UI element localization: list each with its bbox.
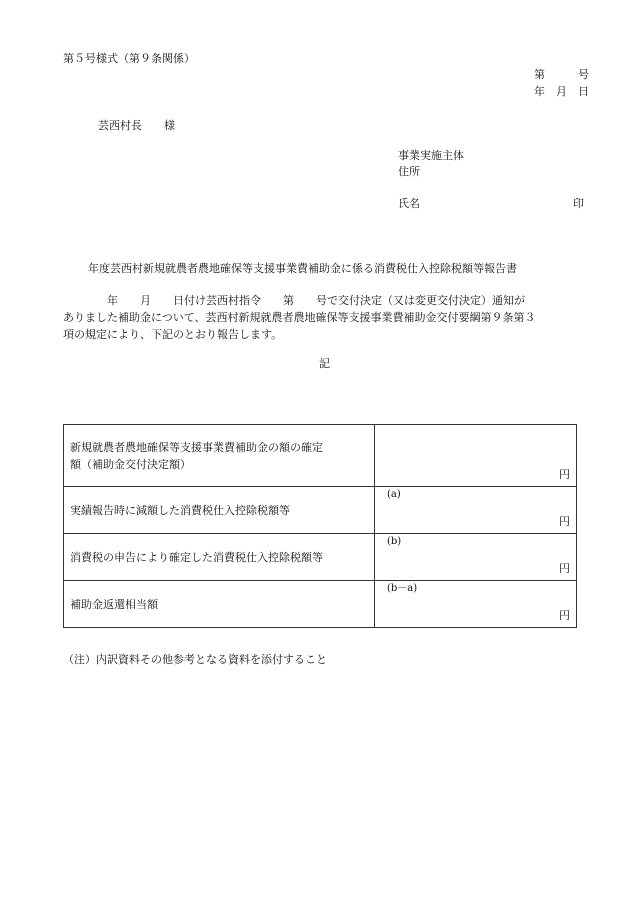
amount-cell[interactable] <box>375 581 577 628</box>
yen-unit: 円 <box>559 562 570 576</box>
row-label <box>64 487 375 534</box>
date-line: 年 月 日 <box>534 85 589 98</box>
body-line: 項の規定により、下記のとおり報告します。 <box>63 328 283 341</box>
row-label-line: 新規就農者農地確保等支援事業費補助金の額の確定 <box>70 440 323 454</box>
row-label-line: 補助金返還相当額 <box>70 597 158 611</box>
yen-unit: 円 <box>559 515 570 529</box>
table-row <box>64 487 577 534</box>
addressee: 芸西村長 様 <box>98 119 175 132</box>
document-title: 年度芸西村新規就農者農地確保等支援事業費補助金に係る消費税仕入控除税額等報告書 <box>88 262 517 275</box>
formula-tag: (b－a) <box>387 583 418 594</box>
attachment-note: （注）内訳資料その他参考となる資料を添付すること <box>63 653 327 666</box>
amount-cell[interactable] <box>375 425 577 487</box>
formula-tag: (a) <box>387 489 401 500</box>
table-row <box>64 534 577 581</box>
amount-cell[interactable] <box>375 534 577 581</box>
seal-mark: 印 <box>573 197 584 210</box>
row-label-line: 額（補助金交付決定額） <box>70 457 191 471</box>
table-row <box>64 581 577 628</box>
table-row <box>64 425 577 487</box>
yen-unit: 円 <box>559 609 570 623</box>
entity-label: 事業実施主体 <box>398 149 464 162</box>
form-number: 第５号様式（第９条関係） <box>63 52 195 65</box>
row-label <box>64 534 375 581</box>
name-label: 氏名 <box>398 197 420 210</box>
row-label <box>64 425 375 487</box>
address-label: 住所 <box>398 165 420 178</box>
row-label-line: 実績報告時に減額した消費税仕入控除税額等 <box>70 503 290 517</box>
ki-heading: 記 <box>319 357 330 370</box>
report-table <box>63 424 577 628</box>
body-paragraph <box>63 292 590 343</box>
row-label-line: 消費税の申告により確定した消費税仕入控除税額等 <box>70 550 323 564</box>
amount-cell[interactable] <box>375 487 577 534</box>
formula-tag: (b) <box>387 536 402 547</box>
body-line: ありました補助金について、芸西村新規就農者農地確保等支援事業費補助金交付要綱第９条第３ <box>63 311 536 324</box>
body-line: 年 月 日付け芸西村指令 第 号で交付決定（又は変更交付決定）通知が <box>63 294 525 307</box>
yen-unit: 円 <box>559 468 570 482</box>
row-label <box>64 581 375 628</box>
document-number-line: 第 号 <box>534 68 589 81</box>
